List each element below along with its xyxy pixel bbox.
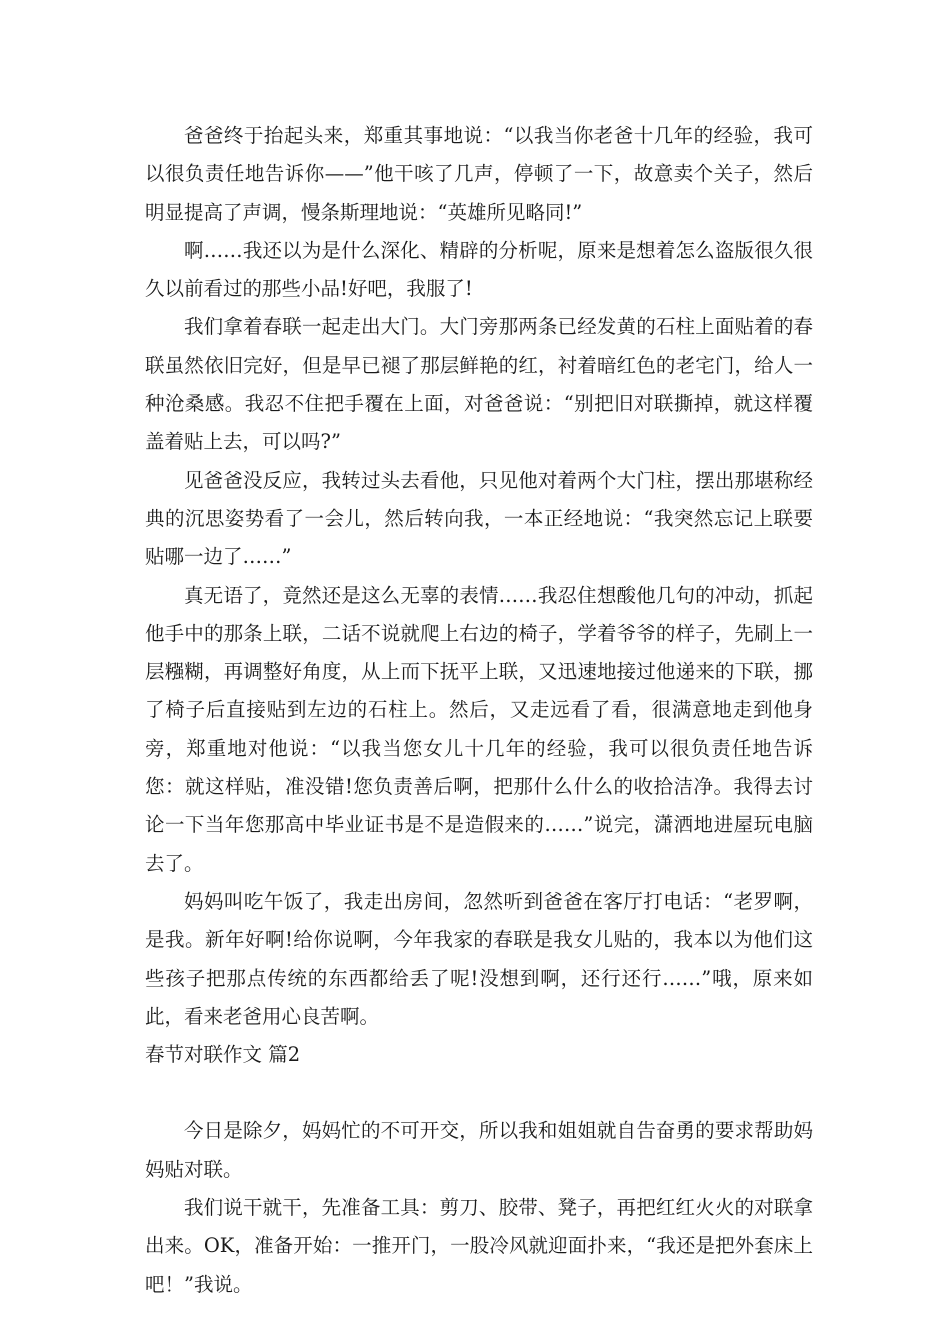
section-spacer (145, 1074, 813, 1112)
paragraph: 见爸爸没反应，我转过头去看他，只见他对着两个大门柱，摆出那堪称经典的沉思姿势看了一会儿，然后转向我，一本正经地说：“我突然忘记上联要贴哪一边了……” (145, 468, 813, 569)
section-heading: 春节对联作文 篇2 (145, 1043, 301, 1067)
paragraph: 真无语了，竟然还是这么无辜的表情……我忍住想酸他几句的冲动，抓起他手中的那条上联，二话不说就爬上右边的椅子，学着爷爷的样子，先刷上一层糨糊，再调整好角度，从上而下抚平上联，又迅速地接过他递来的下联，挪了椅子后直接贴到左边的石柱上。然后，又走远看了看，很满意地走到他身旁，郑重地对他说：“以我当您女儿十几年的经验，我可以很负责任地告诉您：就这样贴，准没错!您负责善后啊，把那什么什么的收拾洁净。我得去讨论一下当年您那高中毕业证书是不是造假来的……”说完，潇洒地进屋玩电脑去了。 (145, 583, 813, 875)
paragraph: 今日是除夕，妈妈忙的不可开交，所以我和姐姐就自告奋勇的要求帮助妈妈贴对联。 (145, 1119, 813, 1181)
paragraph: 妈妈叫吃午饭了，我走出房间，忽然听到爸爸在客厅打电话：“老罗啊，是我。新年好啊!给你说啊，今年我家的春联是我女儿贴的，我本以为他们这些孩子把那点传统的东西都给丢了呢!没想到啊，还行还行……”哦，原来如此，看来老爸用心良苦啊。 (145, 889, 813, 1028)
paragraph: 我们拿着春联一起走出大门。大门旁那两条已经发黄的石柱上面贴着的春联虽然依旧完好，但是早已褪了那层鲜艳的红，衬着暗红色的老宅门，给人一种沧桑感。我忍不住把手覆在上面，对爸爸说：“别把旧对联撕掉，就这样覆盖着贴上去，可以吗?” (145, 315, 813, 454)
paragraph: 爸爸终于抬起头来，郑重其事地说：“以我当你老爸十几年的经验，我可以很负责任地告诉你——”他干咳了几声，停顿了一下，故意卖个关子，然后明显提高了声调，慢条斯理地说：“英雄所见略同!” (145, 124, 813, 224)
paragraph: 啊……我还以为是什么深化、精辟的分析呢，原来是想着怎么盗版很久很久以前看过的那些小品!好吧，我服了! (145, 238, 813, 301)
document-body (145, 117, 813, 1304)
paragraph: 我们说干就干，先准备工具：剪刀、胶带、凳子，再把红红火火的对联拿出来。OK，准备开始：一推开门，一股冷风就迎面扑来，“我还是把外套床上吧！”我说。 (145, 1196, 813, 1296)
